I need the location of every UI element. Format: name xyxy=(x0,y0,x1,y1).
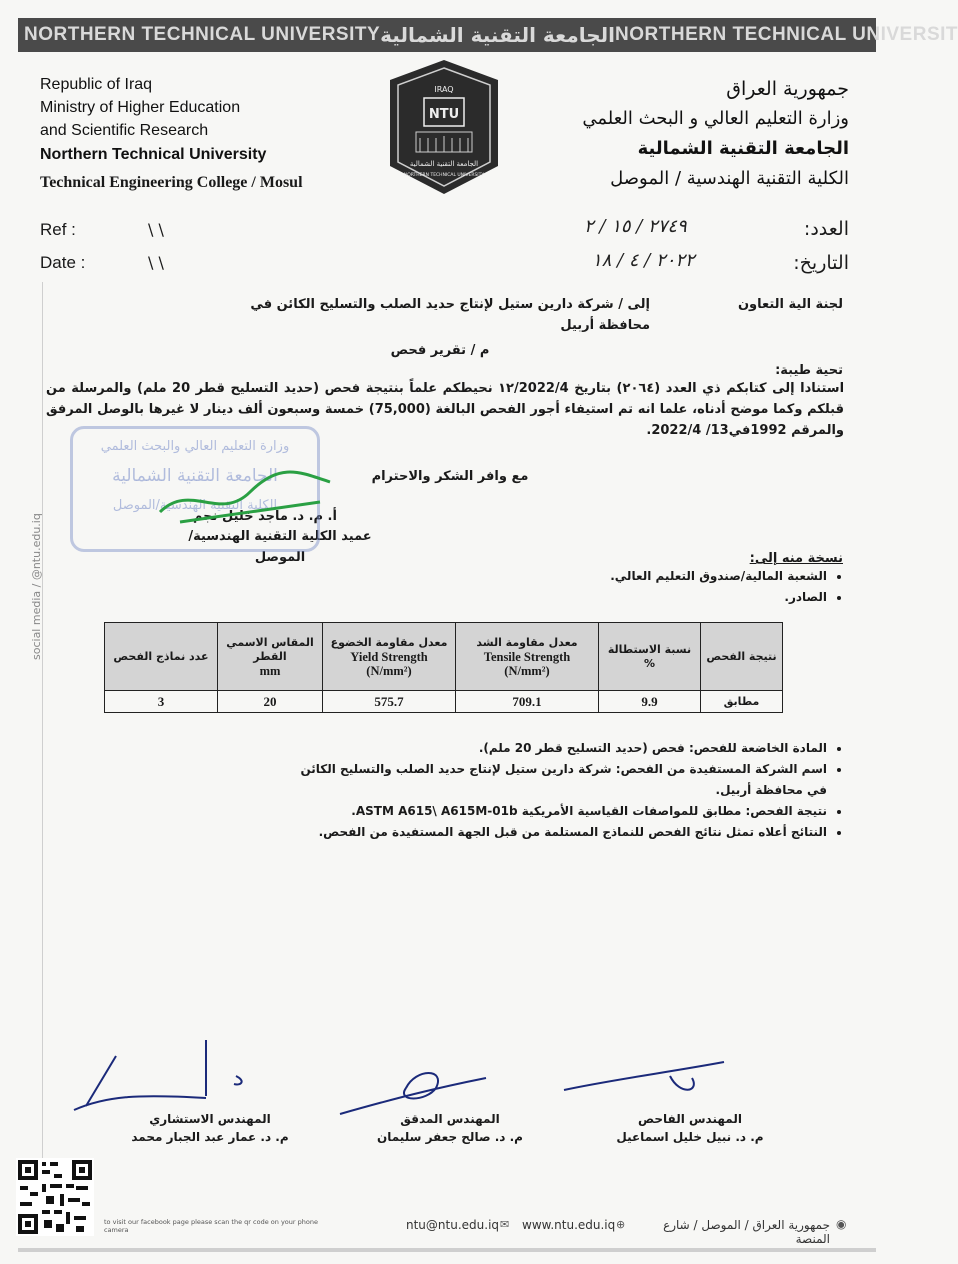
signer-title: عميد الكلية التقنية الهندسية/الموصل xyxy=(188,529,372,565)
logo-mono: NTU xyxy=(428,107,460,122)
header-cell: معدل مقاومة الخضوع Yield Strength (N/mm²) xyxy=(323,623,456,691)
side-social-text: social media / @ntu.edu.iq xyxy=(30,513,43,660)
header-ar-line2: وزارة التعليم العالي و البحث العلمي xyxy=(582,108,849,129)
header-en-line4: Northern Technical University xyxy=(40,146,267,163)
banner-left-text: NORTHERN TECHNICAL UNIVERSITY xyxy=(24,24,381,45)
banner-right-text: NORTHERN TECHNICAL UNIVERSIT xyxy=(615,24,958,45)
bottom-border xyxy=(18,1248,876,1252)
signature-role: المهندس الاستشاري xyxy=(149,1112,271,1126)
banner-center-text: الجامعة التقنية الشمالية xyxy=(380,23,616,47)
copy-list xyxy=(443,566,843,608)
signature-role: المهندس المدقق xyxy=(400,1112,500,1126)
location-pin-icon: ◉ xyxy=(836,1217,847,1231)
header-ar-line3: الجامعة التقنية الشمالية xyxy=(637,138,849,159)
header-en-line2: Ministry of Higher Education xyxy=(40,99,241,116)
dean-signature xyxy=(150,462,340,542)
header-en-line1: Republic of Iraq xyxy=(40,76,153,93)
copy-item: • الشعبة المالية/صندوق التعليم العالي. xyxy=(443,566,827,587)
table-cell: 9.9 xyxy=(599,691,701,713)
header-cell: المقاس الاسمي القطر mm xyxy=(218,623,323,691)
closing-text: مع وافر الشكر والاحترام xyxy=(371,469,529,484)
ref-label: Ref : xyxy=(40,220,76,239)
copy-title: نسخة منه إلى: xyxy=(749,551,843,566)
header-en-college: Technical Engineering College / Mosul xyxy=(40,174,303,191)
subject-line: م / تقرير فحص xyxy=(390,343,490,358)
signature-examiner xyxy=(560,1056,730,1106)
table-cell: 20 xyxy=(218,691,323,713)
table-cell: 3 xyxy=(105,691,218,713)
footer-email[interactable]: ntu@ntu.edu.iq xyxy=(406,1218,500,1232)
notes-list xyxy=(283,738,843,843)
signature-role: المهندس الفاحص xyxy=(638,1112,742,1126)
note-item: • النتائج أعلاه تمثل نتائج الفحص للنماذج المستلمة من قبل الجهة المستفيدة من الفحص. xyxy=(283,822,827,843)
table-cell: مطابق xyxy=(701,691,783,713)
note-item: • اسم الشركة المستفيدة من الفحص: شركة دارين ستيل لإنتاج حديد الصلب والتسليح الكائن في محافظة أربيل. xyxy=(283,759,827,801)
stamp-line2: الجامعة التقنية الشمالية xyxy=(112,466,278,486)
date-ar-label: التاريخ: xyxy=(793,252,849,274)
date-slashes: \ \ xyxy=(148,253,164,272)
logo-iraq-text: IRAQ xyxy=(434,85,454,94)
signature-consultant xyxy=(66,1036,266,1116)
footer-address: جمهورية العراق / الموصل / شارع المنصة xyxy=(663,1218,830,1246)
footer-website[interactable]: www.ntu.edu.iq xyxy=(522,1218,616,1232)
date-label: Date : xyxy=(40,253,86,272)
signature-name: م. د. عمار عبد الجبار محمد xyxy=(131,1130,289,1144)
table-header-row xyxy=(105,623,783,691)
number-label: العدد: xyxy=(803,218,849,240)
stamp-line3: الكلية التقنية الهندسية/الموصل xyxy=(112,498,278,513)
email-icon: ✉ xyxy=(500,1218,510,1231)
note-item: • نتيجة الفحص: مطابق للمواصفات القياسية الأمريكية ASTM A615\ A615M-01b. xyxy=(283,801,827,822)
header-cell: نتيجة الفحص xyxy=(701,623,783,691)
table-row xyxy=(105,691,783,713)
signature-auditor xyxy=(336,1058,506,1118)
header-cell: معدل مقاومة الشد Tensile Strength (N/mm²) xyxy=(456,623,599,691)
stamp-line1: وزارة التعليم العالي والبحث العلمي xyxy=(100,439,290,454)
university-logo xyxy=(386,58,502,196)
committee-text: لجنة الية التعاون xyxy=(737,297,843,312)
header-cell: عدد نماذج الفحص xyxy=(105,623,218,691)
copy-item: • الصادر. xyxy=(443,587,827,608)
left-margin-line xyxy=(42,282,43,1182)
number-value: ٢٧٤٩ / ١٥ / ٢ xyxy=(584,216,687,237)
greeting: تحية طيبة: xyxy=(775,363,843,378)
body-paragraph: استنادا إلى كتابكم ذي العدد (٢٠٦٤) بتاريخ ١٢/2022/4 نحيطكم علماً بنتيجة فحص (حديد التسليح قطر 20 ملم) والمرسلة من قبلكم وكما موضح أدناه، علما انه تم استيفاء أجور الفحص البالغة (75,000) خمسة وسبعون ألف دينار لا غيرها بالوصل المرفق والمرقم 1992في13/ 2022/4. xyxy=(46,381,845,438)
header-en-line3: and Scientific Research xyxy=(40,122,209,139)
header-cell: نسبة الاستطالة % xyxy=(599,623,701,691)
results-table xyxy=(104,622,783,713)
logo-en-name: NORTHERN TECHNICAL UNIVERSITY xyxy=(403,173,485,178)
note-item: • المادة الخاضعة للفحص: فحص (حديد التسليح قطر 20 ملم). xyxy=(283,738,827,759)
table-cell: 575.7 xyxy=(323,691,456,713)
signature-name: م. د. نبيل خليل اسماعيل xyxy=(616,1130,764,1144)
header-ar-line4: الكلية التقنية الهندسية / الموصل xyxy=(610,168,849,189)
signature-name: م. د. صالح جعفر سليمان xyxy=(377,1130,523,1144)
globe-icon: ⊕ xyxy=(616,1218,626,1231)
recipient-line: إلى / شركة دارين ستيل لإنتاج حديد الصلب والتسليح الكائن في محافظة أربيل xyxy=(250,297,650,333)
ref-slashes: \ \ xyxy=(148,220,164,239)
signer-name: أ. م. د. ماجد خليل نجم xyxy=(193,509,337,524)
qr-code[interactable] xyxy=(16,1158,94,1236)
top-banner xyxy=(18,18,958,52)
header-ar-line1: جمهورية العراق xyxy=(726,78,849,100)
logo-ar-name: الجامعة التقنية الشمالية xyxy=(409,160,479,168)
table-cell: 709.1 xyxy=(456,691,599,713)
date-value: ٢٠٢٢ / ٤ / ١٨ xyxy=(592,250,695,271)
qr-note: to visit our facebook page please scan the qr code on your phone camera xyxy=(104,1218,318,1234)
